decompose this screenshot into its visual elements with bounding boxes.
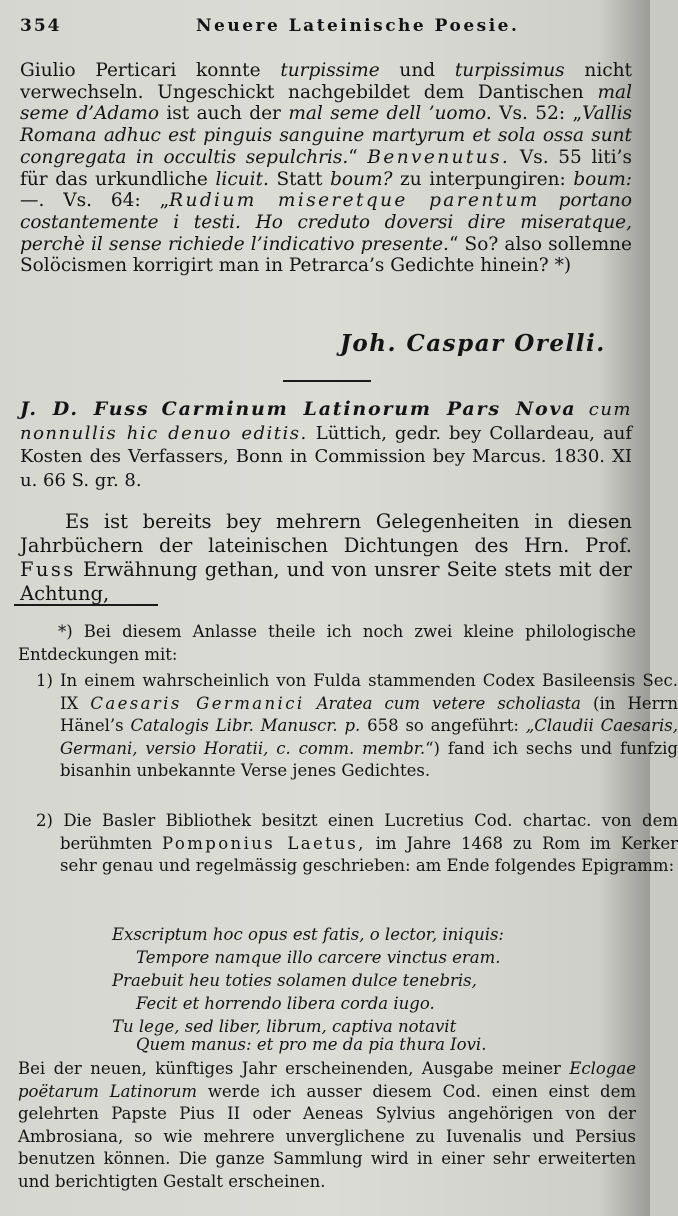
author-name: Fuss [20, 558, 76, 581]
text-span: werde ich ausser diesem Cod. einen einst dem gelehrten Papste Pius II oder Aeneas Sylvius angehörigen von der Ambrosiana, so wie mehrere unverglichene zu Iuvenalis und Persius benutzen können. Die ganze Sammlung wird in einer sehr erweiterten und berichtigten Gestalt erscheinen. [18, 1081, 636, 1191]
text-span: und [399, 60, 436, 81]
text-span: ist auch der [166, 103, 281, 125]
text-span: “ [348, 146, 358, 168]
review-author: J. D. Fuss [20, 398, 150, 420]
text-span: liti’s für das urkundliche [20, 146, 632, 190]
text-span: In einem wahrscheinlich von Fulda stammenden Codex Basileensis Sec. IX [60, 671, 678, 713]
verse-line: Fecit et horrendo libera corda iugo. [136, 994, 435, 1013]
review-title: Carminum Latinorum Pars Nova [161, 398, 577, 420]
review-heading [20, 398, 632, 492]
footnote-intro: *) Bei diesem Anlasse theile ich noch zwei kleine philologische Entdeckungen mit: [18, 622, 636, 664]
footnote-item-2 [18, 810, 678, 878]
text-span: Vs. 52: „ [499, 103, 583, 125]
text-span: portano costantemente i testi. Ho creduto doversi dire miseratque, perchè il sense richiede l’indicativo presente. [20, 190, 632, 255]
text-span: Bei der neuen, künftiges Jahr erscheinenden, Ausgabe meiner [18, 1059, 561, 1078]
text-span: boum: [573, 168, 632, 190]
text-span: „Claudii Caesaris, Germani, versio Horatii, c. comm. membr. [60, 716, 678, 758]
item-number: 1) [36, 671, 53, 690]
verse-line: Exscriptum hoc opus est fatis, o lector, iniquis: [112, 925, 504, 944]
text-span: licuit. [215, 168, 269, 190]
text-span: Eclogae poëtarum Latinorum [18, 1059, 636, 1101]
text-span: Aratea cum vetere scholiasta [316, 693, 581, 713]
verse-line: Tu lege, sed liber, librum, captiva notavit [112, 1017, 457, 1036]
text-span: Giulio Perticari konnte [20, 60, 261, 81]
text-span: mal seme d’Adamo [20, 81, 632, 125]
text-span: “ So? also sollemne Solöcismen korrigirt man in Petrarca’s Gedichte hinein? *) [20, 233, 632, 277]
verse-line: Tempore namque illo carcere vinctus eram. [136, 948, 501, 967]
signature: Joh. Caspar Orelli. [340, 330, 606, 357]
section-divider [283, 380, 371, 382]
text-span: Vallis Romana adhuc est pinguis sanguine martyrum et sola ossa sunt congregata in occultis sepulchris. [20, 103, 632, 168]
text-span: Statt [276, 168, 323, 190]
text-span: turpissimus [454, 60, 565, 81]
page-header [20, 16, 630, 46]
text-span: mal seme dell ’uomo. [288, 103, 492, 125]
footnote-item-1 [18, 670, 678, 783]
verse-line: Quem manus: et pro me da pia thura Iovi. [136, 1035, 487, 1054]
text-span: turpissime [280, 60, 380, 81]
text-span: Vs. 55 [519, 146, 582, 168]
text-span: im Jahre 1468 zu Rom im Kerker sehr genau und regelmässig geschrieben: am Ende folgendes Epigramm: [60, 833, 678, 876]
text-span: nicht verwechseln. Ungeschickt nachgebildet dem Dantischen [20, 60, 632, 103]
review-body-paragraph [20, 510, 632, 606]
footnote-rule [14, 604, 158, 606]
item-number: 2) [36, 811, 53, 830]
text-span: Benvenutus. [367, 146, 511, 168]
review-title-rest: cum nonnullis hic denuo editis. [20, 399, 632, 444]
page-number: 354 [20, 16, 62, 36]
text-span: Es ist bereits bey mehrern Gelegenheiten in diesen Jahrbüchern der lateinischen Dichtungen des Hrn. Prof. [20, 510, 632, 557]
text-span: Erwähnung gethan, und von unsrer Seite stets mit der Achtung, [20, 558, 632, 605]
text-span: Pomponius Laetus, [162, 833, 366, 853]
text-span: Die Basler Bibliothek besitzt einen Lucretius Cod. chartac. von dem berühmten [60, 811, 678, 853]
text-span: —. Vs. 64: „ [20, 190, 170, 212]
verse-line: Praebuit heu toties solamen dulce tenebris, [112, 971, 477, 990]
text-span: (in Herrn Hänel’s [60, 693, 678, 736]
footnote-closing [18, 1058, 636, 1194]
continuation-paragraph [20, 60, 632, 277]
running-title: Neuere Lateinische Poesie. [196, 16, 520, 36]
text-span: 658 so angeführt: [367, 716, 519, 736]
review-imprint: Lüttich, gedr. bey Collardeau, auf Kosten des Verfassers, Bonn in Commission bey Marcus. 1830. XI u. 66 S. gr. 8. [20, 422, 633, 491]
text-span: Catalogis Libr. Manuscr. p. [130, 716, 361, 736]
text-span: zu interpungiren: [400, 168, 566, 190]
text-span: Caesaris Germanici [90, 693, 305, 713]
text-span: “) fand ich sechs und funfzig bisanhin unbekannte Verse jenes Gedichtes. [60, 738, 678, 781]
text-span: Rudium miseretque parentum [169, 190, 540, 212]
text-span: boum? [330, 168, 393, 190]
